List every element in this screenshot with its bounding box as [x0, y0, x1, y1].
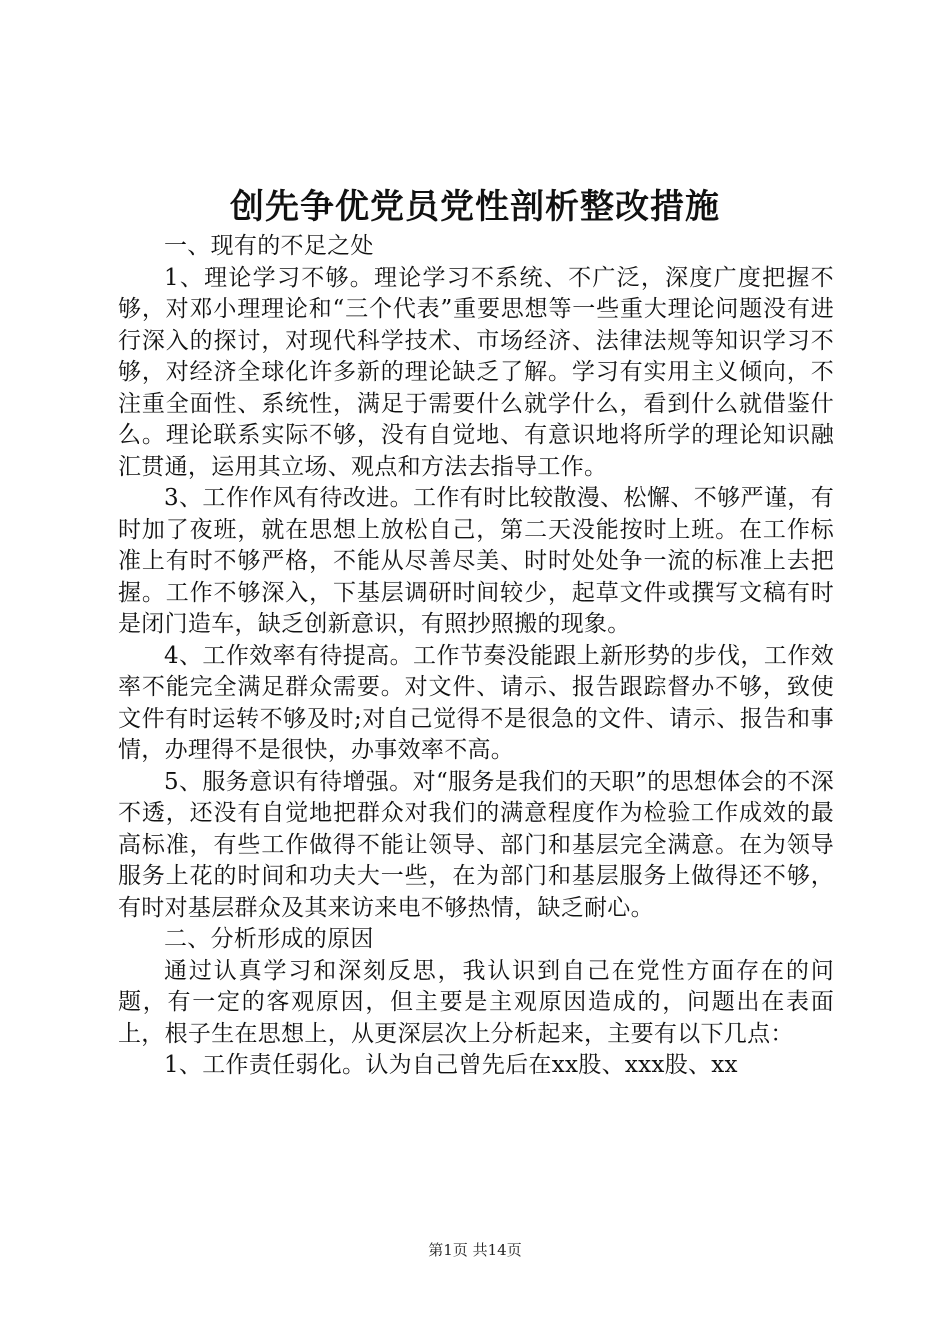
paragraph: 通过认真学习和深刻反思，我认识到自己在党性方面存在的问题，有一定的客观原因，但主要是主观原因造成的，问题出在表面上，根子生在思想上，从更深层次上分析起来，主要有以下几点：: [118, 957, 834, 1047]
paragraph: 1、理论学习不够。理论学习不系统、不广泛，深度广度把握不够，对邓小理理论和“三个代表”重要思想等一些重大理论问题没有进行深入的探讨，对现代科学技术、市场经济、法律法规等知识学习不够，对经济全球化许多新的理论缺乏了解。学习有实用主义倾向，不注重全面性、系统性，满足于需要什么就学什么，看到什么就借鉴什么。理论联系实际不够，没有自觉地、有意识地将所学的理论知识融汇贯通，运用其立场、观点和方法去指导工作。: [118, 264, 834, 480]
paragraph: 1、工作责任弱化。认为自己曾先后在xx股、xxx股、xx: [164, 1052, 738, 1078]
paragraph: 5、服务意识有待增强。对“服务是我们的天职”的思想体会的不深不透，还没有自觉地把群众对我们的满意程度作为检验工作成效的最高标准，有些工作做得不能让领导、部门和基层完全满意。在为领导服务上花的时间和功夫大一些，在为部门和基层服务上做得还不够，有时对基层群众及其来访来电不够热情，缺乏耐心。: [118, 768, 834, 921]
paragraph: 4、工作效率有待提高。工作节奏没能跟上新形势的步伐，工作效率不能完全满足群众需要。对文件、请示、报告跟踪督办不够，致使文件有时运转不够及时;对自己觉得不是很急的文件、请示、报告和事情，办理得不是很快，办事效率不高。: [118, 642, 834, 763]
section-heading: 一、现有的不足之处: [164, 233, 374, 259]
document-body: [118, 231, 834, 1082]
paragraph: 3、工作作风有待改进。工作有时比较散漫、松懈、不够严谨，有时加了夜班，就在思想上放松自己，第二天没能按时上班。在工作标准上有时不够严格，不能从尽善尽美、时时处处争一流的标准上去把握。工作不够深入，下基层调研时间较少，起草文件或撰写文稿有时是闭门造车，缺乏创新意识，有照抄照搬的现象。: [118, 485, 834, 637]
page-number-footer: 第1页 共14页: [428, 1241, 522, 1259]
document-title: 创先争优党员党性剖析整改措施: [230, 187, 720, 227]
section-heading: 二、分析形成的原因: [164, 926, 374, 952]
